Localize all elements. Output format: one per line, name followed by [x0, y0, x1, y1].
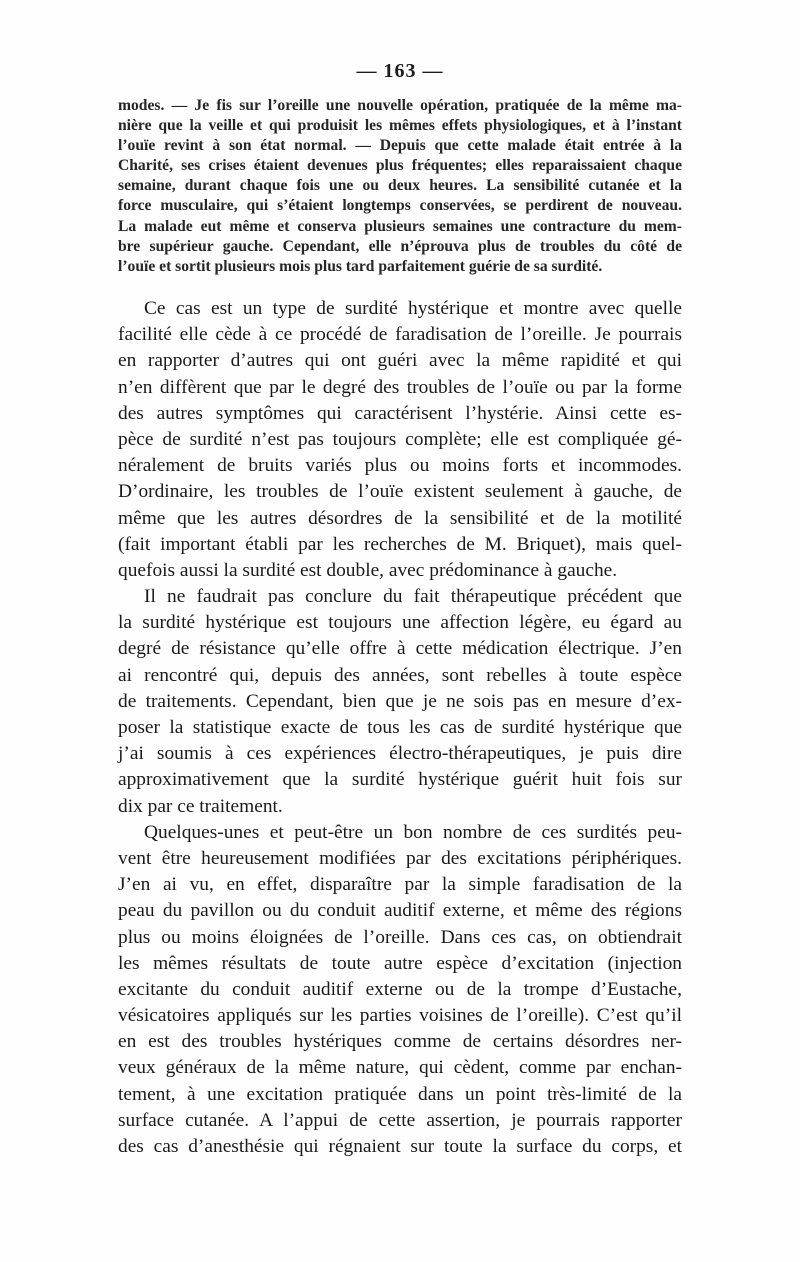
text-line: quefois aussi la surdité est double, avec prédominance à gauche.	[118, 559, 618, 581]
text-line: la surdité hystérique est toujours une affection légère, eu égard au	[118, 612, 682, 634]
text-line: même que les autres désordres de la sensibilité et de la motilité	[118, 507, 682, 529]
text-line: en est des troubles hystériques comme de certains désordres ner-	[118, 1031, 682, 1053]
text-line: La malade eut même et conserva plusieurs semaines une contracture du mem-	[118, 217, 682, 235]
body-text	[118, 296, 682, 1160]
page-number: — 163 —	[356, 60, 444, 82]
text-line: ai rencontré qui, depuis des années, sont rebelles à toute espèce	[118, 664, 682, 686]
text-line: de traitements. Cependant, bien que je ne sois pas en mesure d’ex-	[118, 690, 682, 712]
text-line: vésicatoires appliqués sur les parties voisines de l’oreille). C’est qu’il	[118, 1005, 682, 1027]
paragraph-case-report	[118, 96, 682, 277]
text-line: peau du pavillon ou du conduit auditif externe, et même des régions	[118, 900, 682, 922]
text-line: excitante du conduit auditif externe ou de la trompe d’Eustache,	[118, 978, 682, 1000]
text-line: l’ouïe et sortit plusieurs mois plus tard parfaitement guérie de sa surdité.	[118, 257, 603, 275]
text-line: D’ordinaire, les troubles de l’ouïe existent seulement à gauche, de	[118, 481, 682, 503]
text-line: approximativement que la surdité hystérique guérit huit fois sur	[118, 769, 682, 791]
text-line: vent être heureusement modifiées par des excitations périphériques.	[118, 847, 682, 869]
text-line: degré de résistance qu’elle offre à cette médication électrique. J’en	[118, 638, 682, 660]
text-line: bre supérieur gauche. Cependant, elle n’éprouva plus de troubles du côté de	[118, 237, 682, 255]
text-line: plus ou moins éloignées de l’oreille. Dans ces cas, on obtiendrait	[118, 926, 682, 948]
text-line: veux généraux de la même nature, qui cèdent, comme par enchan-	[118, 1057, 682, 1079]
text-line: en rapporter d’autres qui ont guéri avec la même rapidité et qui	[118, 350, 682, 372]
text-line: semaine, durant chaque fois une ou deux heures. La sensibilité cutanée et la	[118, 177, 682, 195]
text-line: j’ai soumis à ces expériences électro-thérapeutiques, je puis dire	[118, 743, 682, 765]
text-line: pèce de surdité n’est pas toujours complète; elle est compliquée gé-	[118, 428, 682, 450]
paragraph-type-of-deafness	[118, 296, 682, 584]
text-line: nière que la veille et qui produisit les mêmes effets physiologiques, et à l’instant	[118, 117, 682, 135]
paragraph-therapeutic-fact	[118, 584, 682, 820]
text-line: Il ne faudrait pas conclure du fait thérapeutique précédent que	[144, 586, 682, 608]
text-line: dix par ce traitement.	[118, 795, 283, 817]
text-line: force musculaire, qui s’étaient longtemps conservées, se perdirent de nouveau.	[118, 197, 682, 215]
text-line: néralement de bruits variés plus ou moins forts et incommodes.	[118, 455, 682, 477]
text-line: des cas d’anesthésie qui régnaient sur toute la surface du corps, et	[118, 1136, 682, 1157]
text-line: poser la statistique exacte de tous les cas de surdité hystérique que	[118, 717, 682, 738]
text-line: Ce cas est un type de surdité hystérique et montre avec quelle	[144, 298, 682, 319]
text-line: Charité, ses crises étaient devenues plus fréquentes; elles reparaissaient chaque	[118, 157, 682, 175]
text-line: modes. — Je fis sur l’oreille une nouvelle opération, pratiquée de la même ma-	[118, 97, 682, 114]
text-line: les mêmes résultats de toute autre espèce d’excitation (injection	[118, 952, 682, 974]
text-line: tement, à une excitation pratiquée dans un point très-limité de la	[118, 1083, 682, 1105]
text-line: facilité elle cède à ce procédé de faradisation de l’oreille. Je pourrais	[118, 324, 682, 346]
paragraph-peripheral-excitation	[118, 820, 682, 1160]
text-line: surface cutanée. A l’appui de cette assertion, je pourrais rapporter	[118, 1109, 682, 1131]
text-line: J’en ai vu, en effet, disparaître par la simple faradisation de la	[118, 874, 682, 896]
text-line: Quelques-unes et peut-être un bon nombre de ces surdités peu-	[144, 821, 682, 843]
text-line: (fait important établi par les recherches de M. Briquet), mais quel-	[118, 533, 682, 555]
text-line: n’en diffèrent que par le degré des troubles de l’ouïe ou par la forme	[118, 376, 682, 398]
text-line: des autres symptômes qui caractérisent l’hystérie. Ainsi cette es-	[118, 402, 682, 424]
text-line: l’ouïe revint à son état normal. — Depuis que cette malade était entrée à la	[118, 137, 682, 155]
